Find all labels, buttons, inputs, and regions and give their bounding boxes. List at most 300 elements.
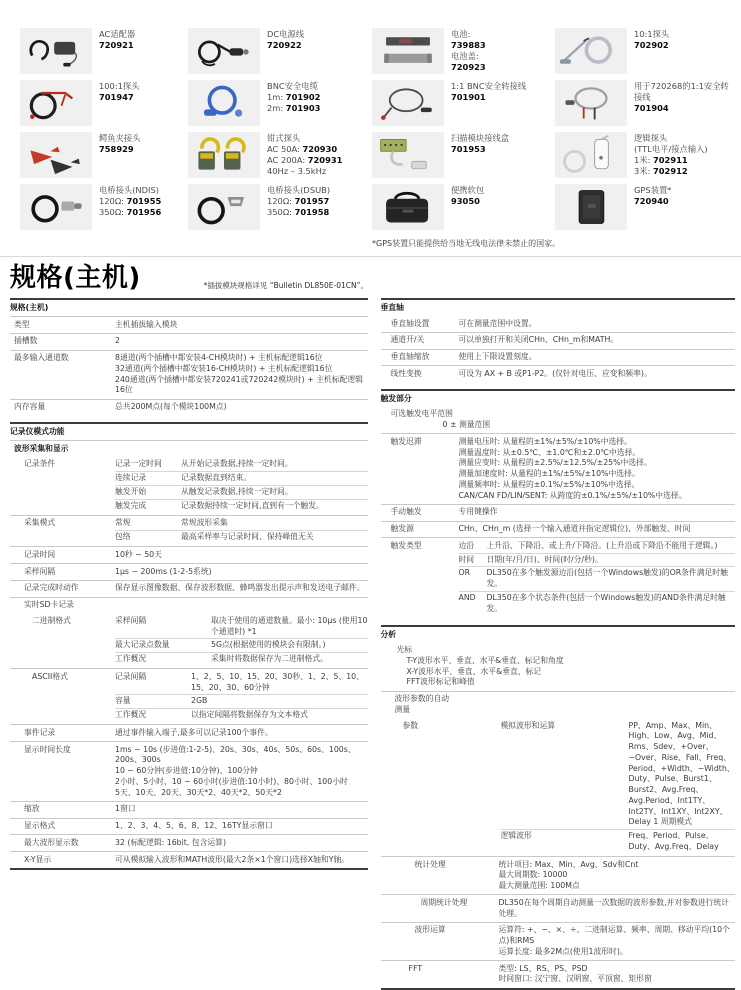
accessory-ac-adapter bbox=[20, 28, 188, 74]
spec-value-line: FFT波形标记和峰值 bbox=[406, 677, 475, 687]
spec-table-right bbox=[381, 298, 736, 989]
part-number-line bbox=[451, 196, 484, 207]
spec-sub-key: 记录一定时间 bbox=[115, 459, 162, 469]
accessory-title: 1:1 BNC安全转接线 bbox=[451, 81, 527, 91]
spec-row-row bbox=[381, 856, 736, 894]
spec-row-row bbox=[10, 563, 368, 580]
spec-sub-value: DL350在多个触发源边沿(包括一个Windows触发)的OR条件满足时触发。 bbox=[486, 568, 728, 589]
spec-value-line: 2 bbox=[115, 336, 120, 346]
spec-row-row bbox=[381, 332, 736, 349]
accessory-alligator-clips bbox=[20, 132, 188, 178]
part-number: 720921 bbox=[99, 39, 134, 50]
accessory-title: 逻辑探头 bbox=[634, 133, 668, 143]
spec-sub-value: PP、Amp、Max、Min、High、Low、Avg、Mid、Rms、Sdev、+Over、−Over、Rise、Fall、Freq、Period、+Width、−Width、Duty、Pulse、Burst1、Burst2、Avg.Freq、Avg.Period、Int1TY、Int2TY、Int1XY、Int2XY、Delay 1 周期模式 bbox=[628, 720, 735, 827]
spec-value-line: 测量温度时: 从±0.5℃、±1.0℃和±2.0℃中选择。 bbox=[458, 447, 641, 457]
spec-value bbox=[115, 353, 368, 396]
spec-label: 参数 bbox=[402, 720, 419, 730]
part-number-line bbox=[99, 92, 140, 103]
part-number: 701947 bbox=[99, 91, 134, 102]
part-label: 120Ω: bbox=[99, 195, 127, 206]
spec-value-line: 可从模拟输入波形和MATH波形(最大2条×1个窗口)选择X轴和Y轴。 bbox=[115, 854, 350, 864]
spec-value bbox=[115, 838, 368, 849]
spec-value-line: 测量应变时: 从量程的±2.5%/±12.5%/±25%中选择。 bbox=[458, 458, 652, 468]
spec-value-line: X-Y波形水平、垂直、水平&垂直、标记 bbox=[406, 666, 542, 676]
spec-label: FFT bbox=[408, 963, 423, 973]
page-title: 规格(主机) bbox=[10, 263, 141, 293]
spec-sub-value: DL350在多个状态条件(包括一个Windows触发)的AND条件满足时触发。 bbox=[486, 592, 726, 613]
spec-sub-row bbox=[115, 708, 368, 722]
spec-value bbox=[459, 694, 736, 716]
spec-sub-row bbox=[115, 499, 368, 513]
part-label: AC 50A: bbox=[267, 143, 303, 154]
spec-row-row bbox=[10, 457, 368, 515]
accessory-logic-probe bbox=[555, 132, 737, 178]
spec-value-line: 可设为 AX + B 或P1-P2。(仅针对电压、应变和频率)。 bbox=[458, 368, 652, 378]
spec-value-line: 通过事件输入端子,最多可以记录100个事件。 bbox=[115, 727, 273, 737]
spec-label: 通道开/关 bbox=[390, 335, 425, 345]
spec-sub-key: 容量 bbox=[115, 696, 131, 706]
spec-row-row bbox=[381, 521, 736, 538]
spec-value bbox=[115, 444, 368, 455]
part-number: 701955 bbox=[126, 195, 162, 206]
logic-probe-photo-icon bbox=[555, 132, 627, 178]
spec-value bbox=[381, 656, 736, 688]
spec-value-line: 专用键操作 bbox=[458, 507, 498, 517]
accessory-title: 扫描模块接线盒 bbox=[451, 133, 510, 143]
accessory-10-1-probe bbox=[555, 28, 737, 74]
accessory-title: DC电源线 bbox=[267, 29, 305, 39]
spec-value bbox=[459, 541, 736, 616]
spec-sub-row bbox=[459, 553, 736, 567]
spec-value-line: DL350在每个周期自动测量一次数据的波形参数,并对参数进行统计处理。 bbox=[498, 897, 729, 918]
spec-label: 最大波形显示数 bbox=[24, 837, 79, 847]
spec-value-line: T-Y波形水平、垂直、水平&垂直、标记和角度 bbox=[406, 655, 564, 665]
spec-label: 光标 bbox=[396, 645, 413, 655]
spec-value bbox=[459, 335, 736, 346]
part-number: 701958 bbox=[294, 206, 330, 217]
spec-sub-key: 触发完成 bbox=[115, 500, 147, 510]
spec-row-block bbox=[381, 643, 736, 691]
spec-section bbox=[0, 257, 741, 990]
part-number-line bbox=[451, 144, 509, 155]
accessory-dc-power-cable bbox=[188, 28, 372, 74]
part-number-line bbox=[451, 92, 526, 103]
accessory-title: 鳄鱼夹接头 bbox=[99, 133, 141, 143]
spec-label: 分析 bbox=[380, 629, 397, 639]
part-number: 701901 bbox=[451, 91, 486, 102]
spec-value-line: 32 (标配逻辑: 16bit, 包含运算) bbox=[115, 837, 227, 847]
clamp-probe-photo-icon bbox=[188, 132, 260, 178]
spec-row-row bbox=[10, 724, 368, 741]
spec-table-left bbox=[10, 298, 368, 870]
spec-sub-value: 以指定间隔将数据保存为文本格式 bbox=[191, 710, 308, 720]
part-number: 720931 bbox=[307, 154, 343, 165]
spec-value bbox=[381, 420, 736, 431]
spec-label: 记录仪模式功能 bbox=[10, 427, 65, 437]
part-number: 739883 bbox=[451, 39, 486, 50]
spec-row-row bbox=[10, 440, 368, 457]
spec-columns bbox=[10, 298, 735, 989]
spec-sub-value: 日期(年/月/日)、时间(时/分/秒)。 bbox=[486, 554, 603, 564]
spec-value bbox=[115, 550, 368, 561]
gps-footnote: *GPS装置只能提供给当地无线电法律未禁止的国家。 bbox=[372, 239, 561, 248]
spec-sub-value: 采集时将数据保存为二进制格式。 bbox=[211, 654, 328, 664]
spec-value bbox=[459, 369, 736, 380]
spec-label: 类型 bbox=[14, 319, 30, 329]
part-number: 702912 bbox=[653, 165, 688, 176]
spec-value-line: 类型: LS、RS、PS、PSD bbox=[498, 963, 588, 973]
spec-sub-key: 触发开始 bbox=[115, 486, 147, 496]
spec-value-line: 10 ~ 60分钟(步进值:10分钟)、100分钟 bbox=[115, 766, 258, 776]
spec-value bbox=[499, 860, 736, 892]
spec-row-row bbox=[10, 333, 368, 350]
part-label: 350Ω: bbox=[267, 206, 295, 217]
spec-label: 实时SD卡记录 bbox=[24, 600, 74, 610]
part-label: 350Ω: bbox=[99, 206, 127, 217]
spec-label: 记录时间 bbox=[24, 549, 56, 559]
part-number: 720930 bbox=[302, 143, 338, 154]
spec-sub-key: OR bbox=[458, 568, 471, 578]
spec-sub-row bbox=[115, 694, 368, 708]
part-number-line bbox=[634, 196, 671, 207]
spec-label: 波形运算 bbox=[414, 925, 446, 935]
spec-value-line: 1、2、3、4、5、6、8、12、16TY显示窗口 bbox=[115, 821, 273, 831]
spec-label: 采样间隔 bbox=[24, 566, 56, 576]
spec-value bbox=[115, 600, 368, 611]
spec-sub-row bbox=[115, 672, 368, 695]
spec-label: 垂直轴 bbox=[380, 303, 404, 313]
part-number-line bbox=[634, 166, 708, 177]
spec-label: 垂直轴设置 bbox=[390, 318, 430, 328]
accessory-title: AC适配器 bbox=[99, 29, 136, 39]
part-number-line bbox=[451, 51, 486, 62]
spec-value-line: 0 ± 测量范围 bbox=[442, 420, 491, 430]
spec-label: 触发源 bbox=[390, 524, 414, 534]
spec-row-row bbox=[10, 515, 368, 547]
spec-value bbox=[115, 745, 368, 799]
spec-sub-row bbox=[115, 616, 368, 639]
spec-value-line: 240通道(两个插槽中都安装720241或720242模块时) + 主机标配逻辑16位 bbox=[115, 374, 363, 395]
alligator-clips-photo-icon bbox=[20, 132, 92, 178]
spec-label: 触发部分 bbox=[380, 394, 412, 404]
accessory-title: 钳式探头 bbox=[267, 133, 301, 143]
accessory-720268-safety-adapter bbox=[555, 80, 737, 126]
accessory-soft-carrying-case bbox=[372, 184, 555, 230]
spec-label: 缩放 bbox=[24, 804, 40, 814]
spec-sub-value: 记录数据直到结束。 bbox=[181, 473, 252, 483]
accessory-battery bbox=[372, 28, 555, 74]
spec-value bbox=[459, 524, 736, 535]
spec-value-line: 保存显示图像数据、保存波形数据、蜂鸣器发出提示声和发送电子邮件。 bbox=[115, 583, 365, 593]
spec-value-line: 统计项目: Max、Min、Avg、Sdv和Cnt bbox=[498, 859, 639, 869]
spec-value bbox=[115, 728, 368, 739]
spec-sub-row bbox=[501, 829, 736, 854]
part-number-line bbox=[267, 92, 320, 103]
spec-row-section bbox=[10, 298, 368, 316]
spec-value-line: 2小时、5小时、10 ~ 60小时(步进值:10小时)、80小时、100小时 bbox=[115, 776, 348, 786]
spec-row-row bbox=[10, 597, 368, 614]
accessory-gps-unit bbox=[555, 184, 737, 230]
part-label: (TTL电平/接点输入) bbox=[634, 143, 708, 154]
spec-label: 显示格式 bbox=[24, 821, 56, 831]
part-number-line bbox=[267, 196, 330, 207]
spec-value-line: 可以单独打开和关闭CHn、CHn_m和MATH。 bbox=[458, 335, 619, 345]
spec-row-row bbox=[10, 613, 368, 668]
spec-sub-row bbox=[459, 591, 736, 616]
spec-row-row bbox=[381, 433, 736, 504]
spec-row-section bbox=[381, 625, 736, 643]
spec-label: 规格(主机) bbox=[10, 303, 49, 313]
spec-sub-value: 2GB bbox=[191, 696, 208, 706]
accessories-grid bbox=[0, 0, 741, 230]
spec-sub-value: 取决于使用的通道数量。最小: 10μs (使用10个通道时) *1 bbox=[211, 615, 368, 636]
spec-header bbox=[10, 265, 368, 292]
spec-value bbox=[499, 898, 736, 920]
spec-row-section bbox=[381, 298, 736, 316]
part-number-line bbox=[267, 166, 342, 177]
spec-value-line: 32通道(两个插槽中都安装16-CH模块时) + 主机标配逻辑16位 bbox=[115, 363, 333, 373]
accessory-title: 电桥接头(NDIS) bbox=[99, 185, 159, 195]
spec-value-line: 1ms ~ 10s (步进值:1-2-5)、20s、30s、40s、50s、60s、100s、200s、300s bbox=[115, 744, 356, 765]
accessory-clamp-probe bbox=[188, 132, 372, 178]
part-number-line bbox=[267, 144, 342, 155]
part-number-line bbox=[267, 155, 342, 166]
spec-value-line: 1窗口 bbox=[115, 804, 136, 814]
spec-row-row bbox=[10, 668, 368, 724]
spec-value bbox=[459, 352, 736, 363]
spec-sub-row bbox=[115, 652, 368, 666]
gps-unit-photo-icon bbox=[555, 184, 627, 230]
spec-sub-key: 边沿 bbox=[458, 540, 475, 550]
accessory-scan-terminal-box bbox=[372, 132, 555, 178]
spec-row-row bbox=[381, 960, 736, 988]
spec-value-line: 最大测量范围: 100M点 bbox=[498, 881, 580, 891]
spec-value bbox=[501, 721, 736, 854]
spec-row-row bbox=[381, 922, 736, 960]
spec-sub-value: 最高采样率与记录时间、保持峰值无关 bbox=[181, 532, 314, 542]
spec-row-row bbox=[10, 741, 368, 801]
safety-adapter-photo-icon bbox=[555, 80, 627, 126]
spec-label: 内存容量 bbox=[14, 402, 46, 412]
spec-row-row bbox=[10, 580, 368, 597]
part-label: 2m: bbox=[267, 102, 286, 113]
spec-row-row bbox=[381, 316, 736, 332]
probe-10-1-photo-icon bbox=[555, 28, 627, 74]
spec-value-line: 10秒 ~ 50天 bbox=[115, 549, 162, 559]
spec-value bbox=[115, 821, 368, 832]
spec-label: 手动触发 bbox=[390, 507, 422, 517]
spec-row-row bbox=[381, 537, 736, 618]
part-number-line bbox=[99, 196, 161, 207]
part-number-line bbox=[99, 40, 135, 51]
spec-label: ASCII格式 bbox=[32, 671, 68, 681]
part-number-line bbox=[267, 40, 304, 51]
part-number: 720940 bbox=[634, 195, 669, 206]
spec-label: 事件记录 bbox=[24, 727, 56, 737]
spec-sub-value: 从触发记录数据,持续一定时间。 bbox=[181, 486, 293, 496]
part-label: 40Hz – 3.5kHz bbox=[267, 165, 327, 176]
spec-value-line: 8通道(两个插槽中都安装4-CH模块时) + 主机标配逻辑16位 bbox=[115, 353, 323, 363]
part-label: 电池盖: bbox=[451, 50, 479, 61]
spec-row-row bbox=[381, 349, 736, 366]
spec-label: 最多输入通道数 bbox=[14, 353, 69, 363]
spec-value bbox=[115, 336, 368, 347]
part-number-line bbox=[267, 207, 330, 218]
spec-sub-row bbox=[459, 541, 736, 553]
spec-row-row bbox=[10, 316, 368, 333]
spec-value bbox=[115, 583, 368, 594]
spec-sub-key: 连续记录 bbox=[115, 473, 147, 483]
ac-adapter-photo-icon bbox=[20, 28, 92, 74]
spec-value-line: 运算符: +、−、×、÷、二进制运算、频率、周期、移动平均(10个点)和RMS bbox=[498, 925, 730, 946]
spec-label: 触发迟滞 bbox=[390, 436, 422, 446]
spec-value bbox=[115, 402, 368, 413]
spec-label: 采集模式 bbox=[24, 518, 56, 528]
part-number: 93050 bbox=[451, 195, 480, 206]
spec-value bbox=[459, 319, 736, 330]
spec-sub-key: 采样间隔 bbox=[115, 615, 147, 625]
spec-sub-row bbox=[459, 566, 736, 591]
part-number-line bbox=[451, 62, 486, 73]
spec-sub-key: 逻辑波形 bbox=[500, 831, 532, 841]
spec-value-line: 测量加速度时: 从量程的±1%/±5%/±10%中选择。 bbox=[458, 469, 640, 479]
part-number: 720923 bbox=[451, 61, 486, 72]
spec-value-line: 主机插拔输入模块 bbox=[115, 319, 178, 329]
spec-label: 记录条件 bbox=[24, 459, 56, 469]
spec-row-row bbox=[10, 801, 368, 818]
spec-label: 垂直轴缩放 bbox=[390, 352, 430, 362]
spec-sub-key: 工作概况 bbox=[115, 710, 147, 720]
spec-row-row bbox=[10, 851, 368, 868]
spec-sub-value: 上升沿、下降沿、或上升/下降沿。(上升沿或下降沿不能用于逻辑。) bbox=[486, 540, 718, 550]
part-number-line bbox=[267, 103, 320, 114]
spec-row-row bbox=[381, 894, 736, 922]
spec-label: 记录完成时动作 bbox=[24, 583, 79, 593]
spec-row-block bbox=[381, 407, 736, 434]
part-number-line bbox=[99, 144, 141, 155]
bridge-head-dsub-photo-icon bbox=[188, 184, 260, 230]
spec-row-section bbox=[10, 422, 368, 440]
spec-value bbox=[115, 567, 368, 578]
part-number: 758929 bbox=[99, 143, 134, 154]
spec-sub-row bbox=[115, 530, 368, 544]
spec-footnote: *插拔模块规格详见 “Bulletin DL850E-01CN”。 bbox=[203, 281, 368, 291]
accessory-title: GPS装置* bbox=[634, 185, 672, 195]
spec-sub-value: 5G点(根据使用的模块会有限制。) bbox=[211, 640, 326, 650]
spec-value-line: 总共200M点(每个模块100M点) bbox=[115, 402, 227, 412]
spec-row-row bbox=[381, 718, 736, 856]
spec-sub-row bbox=[115, 518, 368, 530]
part-number: 702902 bbox=[634, 39, 669, 50]
accessory-title: BNC安全电缆 bbox=[267, 81, 318, 91]
spec-value-line: 最大周期数: 10000 bbox=[498, 870, 568, 880]
accessory-title: 用于720268的1:1安全转接线 bbox=[634, 81, 729, 102]
bridge-head-ndis-photo-icon bbox=[20, 184, 92, 230]
part-label: 120Ω: bbox=[267, 195, 295, 206]
spec-value bbox=[115, 320, 368, 331]
spec-sub-key: 时间 bbox=[458, 554, 475, 564]
part-number: 701904 bbox=[634, 102, 669, 113]
spec-label: 显示时间长度 bbox=[24, 744, 71, 754]
bnc-adapter-photo-icon bbox=[372, 80, 444, 126]
part-number: 701957 bbox=[294, 195, 330, 206]
part-number-line bbox=[451, 40, 486, 51]
spec-value bbox=[115, 616, 368, 666]
spec-value-line: 1μs ~ 200ms (1-2-5系统) bbox=[115, 566, 212, 576]
accessory-title: 电桥接头(DSUB) bbox=[267, 185, 331, 195]
spec-value-line: 运算长度: 最多2M点(使用1波形时)。 bbox=[498, 946, 628, 956]
spec-value bbox=[115, 804, 368, 815]
spec-label: 二进制格式 bbox=[32, 615, 71, 625]
spec-sub-key: 记录间隔 bbox=[115, 671, 147, 681]
spec-label: 波形采集和显示 bbox=[14, 443, 69, 453]
spec-value bbox=[115, 518, 368, 544]
spec-sub-row bbox=[501, 721, 736, 830]
terminal-box-photo-icon bbox=[372, 132, 444, 178]
accessory-title: 10:1探头 bbox=[634, 29, 670, 39]
spec-sub-key: 包络 bbox=[115, 532, 131, 542]
part-number: 720922 bbox=[267, 39, 302, 50]
spec-value-line: 时间窗口: 汉宁窗、汉明窗、平顶窗、矩形窗 bbox=[498, 974, 652, 984]
accessory-title: 100:1探头 bbox=[99, 81, 140, 91]
spec-value-line: 使用上下限设置刻度。 bbox=[458, 352, 537, 362]
spec-sub-value: 从开始记录数据,持续一定时间。 bbox=[181, 459, 293, 469]
part-label: 1m: bbox=[267, 91, 286, 102]
spec-value-line: 5天、10天、20天、30天*2、40天*2、50天*2 bbox=[115, 787, 282, 797]
spec-sub-row bbox=[115, 471, 368, 485]
spec-label: 可选触发电平范围 bbox=[390, 409, 453, 419]
spec-label: 统计处理 bbox=[414, 859, 446, 869]
part-label: 1米: bbox=[634, 154, 654, 165]
spec-value bbox=[499, 964, 736, 986]
spec-value-line: CAN/CAN FD/LIN/SENT: 从跨度的±0.1%/±5%/±10%中选择。 bbox=[458, 490, 687, 500]
soft-case-photo-icon bbox=[372, 184, 444, 230]
spec-value bbox=[459, 437, 736, 502]
spec-value-line: 测量频率时: 从量程的±0.1%/±5%/±10%中选择。 bbox=[458, 479, 640, 489]
part-number: 701902 bbox=[285, 91, 321, 102]
spec-sub-key: AND bbox=[458, 592, 476, 602]
accessory-title: 便携软包 bbox=[451, 185, 485, 195]
spec-value-line: CHn、CHn_m (选择一个输入通道并指定逻辑位)、外部触发、时间 bbox=[458, 524, 691, 534]
spec-sub-key: 工作概况 bbox=[115, 654, 147, 664]
probe-100-1-photo-icon bbox=[20, 80, 92, 126]
accessory-bridge-head-dsub bbox=[188, 184, 372, 230]
spec-row-row bbox=[10, 350, 368, 399]
accessory-bnc-safety-cable bbox=[188, 80, 372, 126]
spec-row-section bbox=[381, 389, 736, 407]
spec-sub-row bbox=[115, 638, 368, 652]
part-number: 702911 bbox=[653, 154, 688, 165]
accessory-bridge-head-ndis bbox=[20, 184, 188, 230]
spec-value bbox=[499, 925, 736, 957]
spec-value-line: 测量电压时: 从量程的±1%/±5%/±10%中选择。 bbox=[458, 436, 632, 446]
spec-label: 线性变换 bbox=[390, 368, 422, 378]
spec-sub-value: 常规波形采集 bbox=[181, 518, 228, 528]
spec-row-row bbox=[381, 504, 736, 521]
dc-power-cable-photo-icon bbox=[188, 28, 260, 74]
spec-row-row bbox=[381, 365, 736, 382]
spec-sub-value: 1、2、5、10、15、20、30秒、1、2、5、10、15、20、30、60分钟 bbox=[191, 671, 364, 692]
part-number: 701953 bbox=[451, 143, 486, 154]
spec-sub-row bbox=[115, 485, 368, 499]
spec-label: X-Y显示 bbox=[24, 854, 52, 864]
part-number-line bbox=[99, 207, 161, 218]
spec-sub-key: 常规 bbox=[115, 518, 131, 528]
spec-sub-value: 记录数据持续一定时间,直到有一个触发。 bbox=[181, 500, 324, 510]
spec-value bbox=[459, 507, 736, 518]
part-number-line bbox=[634, 144, 708, 155]
spec-row-row bbox=[10, 834, 368, 851]
